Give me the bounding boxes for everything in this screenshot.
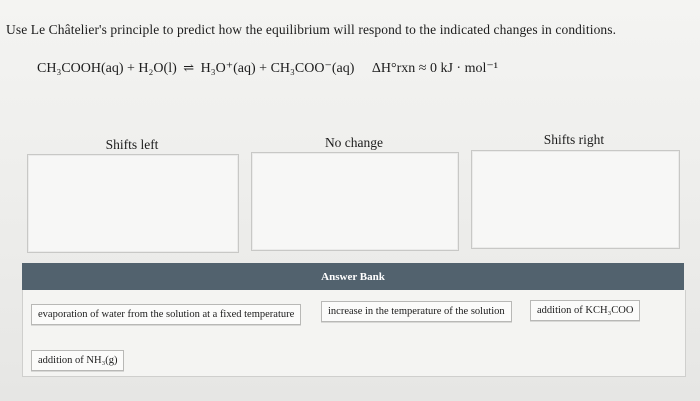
answer-bank-header: Answer Bank bbox=[22, 263, 684, 290]
reaction-enthalpy: ΔH°rxn ≈ 0 kJ · mol⁻¹ bbox=[371, 61, 498, 76]
equation-reactants: CH₃COOH(aq) + H₂O(l) bbox=[37, 61, 177, 76]
answer-chip-evaporation[interactable]: evaporation of water from the solution at a fixed temperature bbox=[31, 304, 301, 325]
equation-products: H₃O⁺(aq) + CH₃COO⁻(aq) bbox=[200, 61, 355, 76]
dropzone-shifts-right[interactable] bbox=[471, 150, 680, 249]
answer-chip-add-nh3[interactable]: addition of NH₃(g) bbox=[31, 350, 124, 371]
answer-chip-temperature-increase[interactable]: increase in the temperature of the solution bbox=[321, 301, 512, 322]
chemical-equation bbox=[37, 60, 498, 77]
column-label-shifts-left: Shifts left bbox=[105, 137, 159, 152]
column-label-shifts-right: Shifts right bbox=[543, 132, 605, 147]
dropzone-no-change[interactable] bbox=[251, 152, 459, 251]
dropzone-shifts-left[interactable] bbox=[27, 154, 239, 253]
answer-chip-add-kch3coo[interactable]: addition of KCH₃COO bbox=[530, 300, 640, 321]
instructions-text: Use Le Châtelier's principle to predict how the equilibrium will respond to the indicated changes in conditions. bbox=[6, 22, 617, 37]
column-label-no-change: No change bbox=[324, 135, 384, 150]
equilibrium-arrow-icon: ⇌ bbox=[183, 60, 195, 75]
